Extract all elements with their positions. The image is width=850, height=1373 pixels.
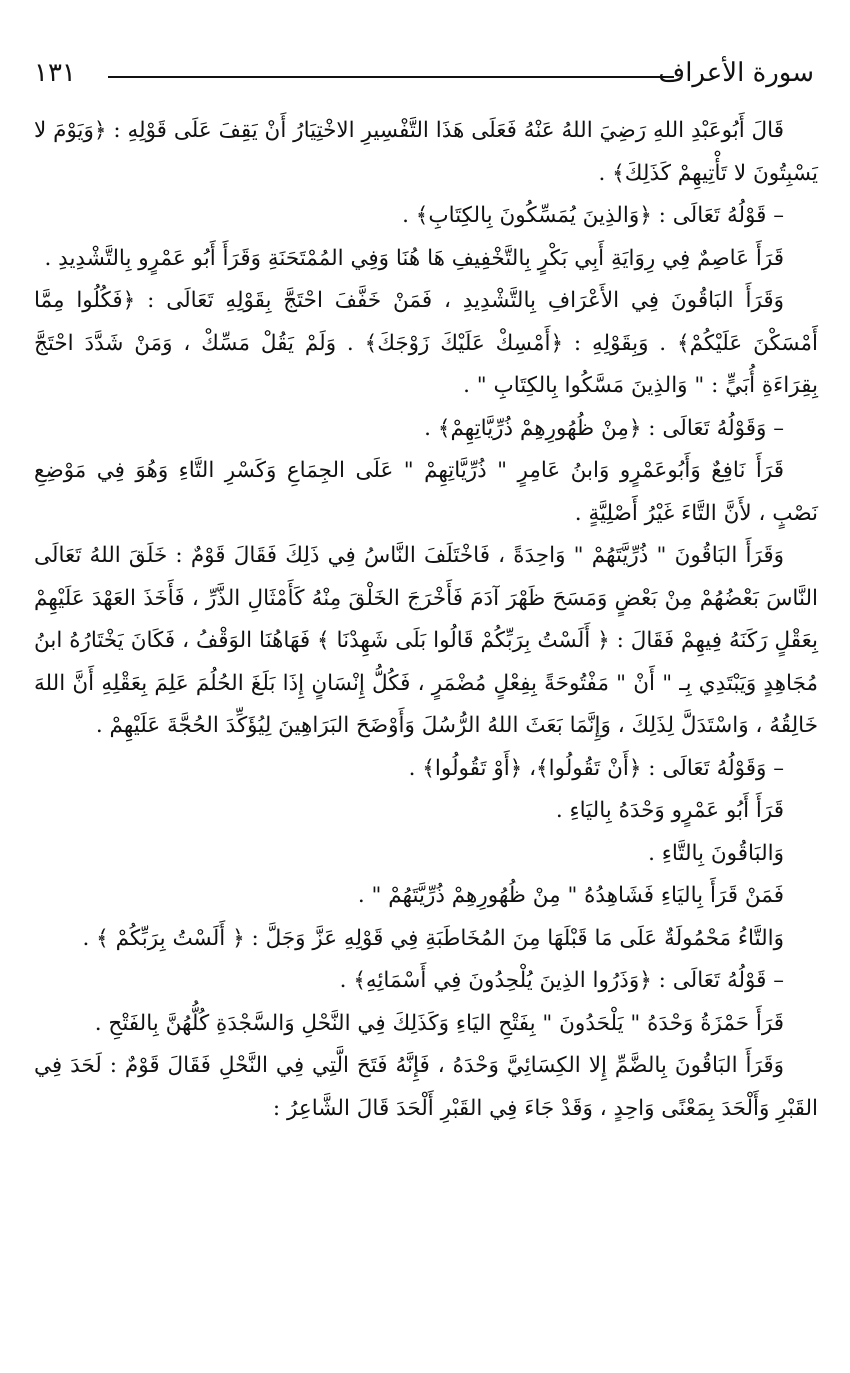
paragraph: وَقَرَأَ البَاقُونَ " ذُرِّيَّتَهُمْ " وَاحِدَةً ، فَاخْتَلَفَ النَّاسُ فِي ذَلِكَ فَقَالَ قَوْمٌ : خَلَقَ اللهُ تَعَالَى النَّاسَ بَعْضُهُمْ مِنْ بَعْضٍ وَمَسَحَ ظَهْرَ آدَمَ فَأَخْرَجَ الخَلْقَ مِنْهُ كَأَمْثَالِ الذَّرِّ ، فَأَخَذَ العَهْدَ عَلَيْهِمْ بِعَقْلٍ رَكَنَهُ فِيهِمْ فَقَالَ : ﴿ أَلَسْتُ بِرَبِّكُمْ قَالُوا بَلَى شَهِدْنَا ﴾ فَهَاهُنَا الوَقْفُ ، فَكَانَ يَخْتَارُهُ ابنُ مُجَاهِدٍ وَيَبْتَدِي بِـ " أَنْ " مَفْتُوحَةً بِفِعْلٍ مُضْمَرٍ ، فَكُلُّ إِنْسَانٍ إِذَا بَلَغَ الحُلُمَ عَلِمَ بِعَقْلِهِ أَنَّ اللهَ خَالِقُهُ ، وَاسْتَدَلَّ لِذَلِكَ ، وَإِنَّمَا بَعَثَ اللهُ الرُّسُلَ وَأَوْضَحَ البَرَاهِينَ لِيُؤَكِّدَ الحُجَّةَ عَلَيْهِمْ .: [34, 543, 818, 738]
paragraph: – قَوْلُهُ تَعَالَى : ﴿وَالذِينَ يُمَسِّكُونَ بِالكِتَابِ﴾ .: [402, 203, 784, 228]
running-header: [0, 58, 850, 98]
paragraph: قَالَ أَبُوعَبْدِ اللهِ رَضِيَ اللهُ عَنْهُ فَعَلَى هَذَا التَّفْسِيرِ الاخْتِيَارُ أَنْ يَقِفَ عَلَى قَوْلِهِ : ﴿وَيَوْمَ لا يَسْبِتُونَ لا تَأْتِيهِمْ كَذَلِكَ﴾ .: [34, 118, 818, 186]
paragraph: قَرَأَ حَمْزَةُ وَحْدَهُ " يَلْحَدُونَ " بِفَتْحِ اليَاءِ وَكَذَلِكَ فِي النَّحْلِ وَالسَّجْدَةِ كُلُّهُنَّ بِالفَتْحِ .: [94, 1010, 784, 1036]
page-body: [34, 110, 818, 1130]
paragraph: – قَوْلُهُ تَعَالَى : ﴿وَذَرُوا الذِينَ يُلْحِدُونَ فِي أَسْمَائِهِ﴾ .: [339, 968, 784, 993]
paragraph: – وَقَوْلُهُ تَعَالَى : ﴿أَنْ تَقُولُوا﴾، ﴿أَوْ تَقُولُوا﴾ .: [408, 755, 784, 781]
surah-title: سورة الأعراف: [658, 58, 814, 88]
page-number: ١٣١: [34, 58, 76, 88]
paragraph: قَرَأَ عَاصِمٌ فِي رِوَايَةِ أَبِي بَكْرٍ بِالتَّخْفِيفِ هَا هُنَا وَفِي المُمْتَحَنَةِ وَقَرَأَ أَبُو عَمْرٍو بِالتَّشْدِيدِ .: [44, 245, 784, 271]
paragraph: فَمَنْ قَرَأَ بِاليَاءِ فَشَاهِدُهُ " مِنْ ظُهُورِهِمْ ذُرِّيَّتَهُمْ " .: [357, 883, 784, 908]
paragraph: وَالبَاقُونَ بِالتَّاءِ .: [648, 840, 784, 866]
paragraph: وَقَرَأَ البَاقُونَ فِي الأَعْرَافِ بِالتَّشْدِيدِ ، فَمَنْ خَفَّفَ احْتَجَّ بِقَوْلِهِ تَعَالَى : ﴿فَكُلُوا مِمَّا أَمْسَكْنَ عَلَيْكُمْ﴾ . وَبِقَوْلِهِ : ﴿أَمْسِكْ عَلَيْكَ زَوْجَكَ﴾ . وَلَمْ يَقُلْ مَسِّكْ ، وَمَنْ شَدَّدَ احْتَجَّ بِقِرَاءَةِ أُبَيٍّ : " وَالذِينَ مَسَّكُوا بِالكِتَابِ " .: [34, 288, 818, 398]
paragraph: وَالتَّاءُ مَحْمُولَةٌ عَلَى مَا قَبْلَهَا مِنَ المُخَاطَبَةِ فِي قَوْلِهِ عَزَّ وَجَلَّ : ﴿ أَلَسْتُ بِرَبِّكُمْ ﴾ .: [82, 925, 784, 951]
paragraph: وَقَرَأَ البَاقُونَ بِالضَّمِّ إِلا الكِسَائِيَّ وَحْدَهُ ، فَإِنَّهُ فَتَحَ الَّتِي فِي النَّحْلِ فَقَالَ قَوْمٌ : لَحَدَ فِي القَبْرِ وَأَلْحَدَ بِمَعْنًى وَاحِدٍ ، وَقَدْ جَاءَ فِي القَبْرِ أَلْحَدَ قَالَ الشَّاعِرُ :: [34, 1053, 818, 1121]
paragraph: قَرَأَ أَبُو عَمْرٍو وَحْدَهُ بِاليَاءِ .: [555, 798, 784, 823]
paragraph: قَرَأَ نَافِعٌ وَأَبُوعَمْرٍو وَابنُ عَامِرٍ " ذُرِّيَّاتِهِمْ " عَلَى الجِمَاعِ وَكَسْرِ التَّاءِ وَهُوَ فِي مَوْضِعِ نَصْبٍ ، لأَنَّ التَّاءَ غَيْرُ أَصْلِيَّةٍ .: [34, 458, 818, 526]
paragraph: – وَقَوْلُهُ تَعَالَى : ﴿مِنْ ظُهُورِهِمْ ذُرِّيَّاتِهِمْ﴾ .: [424, 415, 784, 441]
header-rule: [108, 76, 674, 78]
